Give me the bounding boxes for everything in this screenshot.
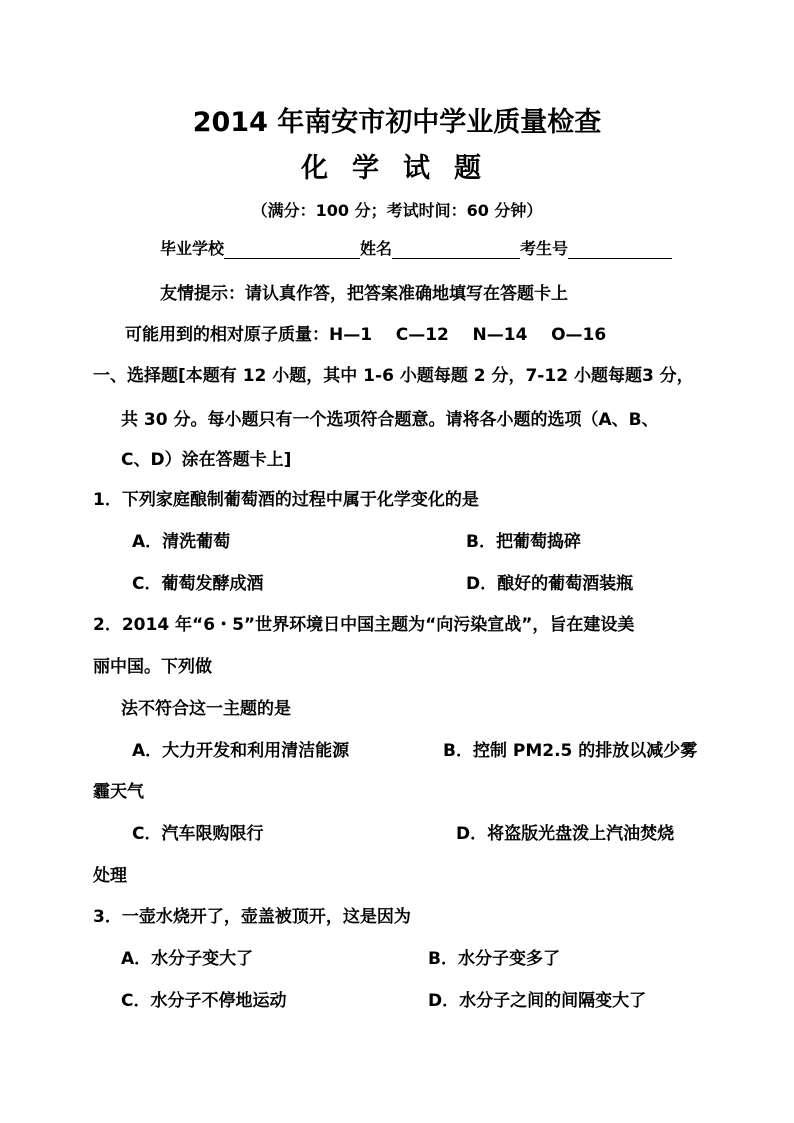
question-3-option-c: C．水分子不停地运动: [121, 991, 287, 1011]
question-1-option-a: A．清洗葡萄: [132, 532, 231, 552]
question-1-option-b: B．把葡萄捣碎: [466, 532, 581, 552]
section-instructions-line-2: 共 30 分。每小题只有一个选项符合题意。请将各小题的选项（A、B、: [121, 410, 659, 430]
question-1-option-d: D．酿好的葡萄酒装瓶: [466, 574, 634, 594]
question-3-option-b: B．水分子变多了: [428, 949, 560, 969]
atomic-masses: 可能用到的相对原子质量：H—1 C—12 N—14 O—16: [125, 325, 607, 345]
student-id-label: 考生号: [520, 239, 569, 258]
friendly-tip: 友情提示：请认真作答，把答案准确地填写在答题卡上: [160, 284, 568, 304]
question-2-option-d: D．将盗版光盘泼上汽油焚烧: [456, 824, 675, 844]
question-3-stem: 3．一壶水烧开了，壶盖被顶开，这是因为: [93, 907, 411, 927]
question-2-option-a: A．大力开发和利用清洁能源: [132, 741, 350, 761]
question-2-stem-line-2: 丽中国。下列做: [93, 657, 212, 677]
student-info-row: [160, 236, 672, 259]
question-2-option-b: B．控制 PM2.5 的排放以减少雾: [443, 741, 698, 761]
question-2-option-b-continued: 霾天气: [93, 782, 144, 802]
question-1-option-c: C．葡萄发酵成酒: [132, 574, 264, 594]
student-id-field[interactable]: [568, 241, 672, 259]
exam-subject: 化学试题: [301, 153, 505, 184]
question-1-stem: 1．下列家庭酿制葡萄酒的过程中属于化学变化的是: [93, 490, 479, 510]
name-label: 姓名: [360, 239, 393, 258]
name-field[interactable]: [392, 241, 520, 259]
school-field[interactable]: [224, 241, 360, 259]
question-3-option-d: D．水分子之间的间隔变大了: [428, 991, 647, 1011]
exam-meta: （满分：100 分；考试时间：60 分钟）: [251, 201, 543, 220]
question-3-option-a: A．水分子变大了: [121, 949, 254, 969]
question-2-stem-line-3: 法不符合这一主题的是: [121, 699, 291, 719]
question-2-option-d-continued: 处理: [93, 866, 127, 886]
question-2-option-c: C．汽车限购限行: [132, 824, 264, 844]
section-instructions-line-1: 一、选择题[本题有 12 小题，其中 1-6 小题每题 2 分，7-12 小题每题3 分，: [93, 366, 694, 386]
section-instructions-line-3: C、D）涂在答题卡上]: [121, 450, 292, 470]
question-2-stem-line-1: 2．2014 年“6・5”世界环境日中国主题为“向污染宣战”，旨在建设美: [93, 615, 635, 635]
school-label: 毕业学校: [160, 239, 225, 258]
exam-title: 2014 年南安市初中学业质量检查: [192, 107, 602, 138]
